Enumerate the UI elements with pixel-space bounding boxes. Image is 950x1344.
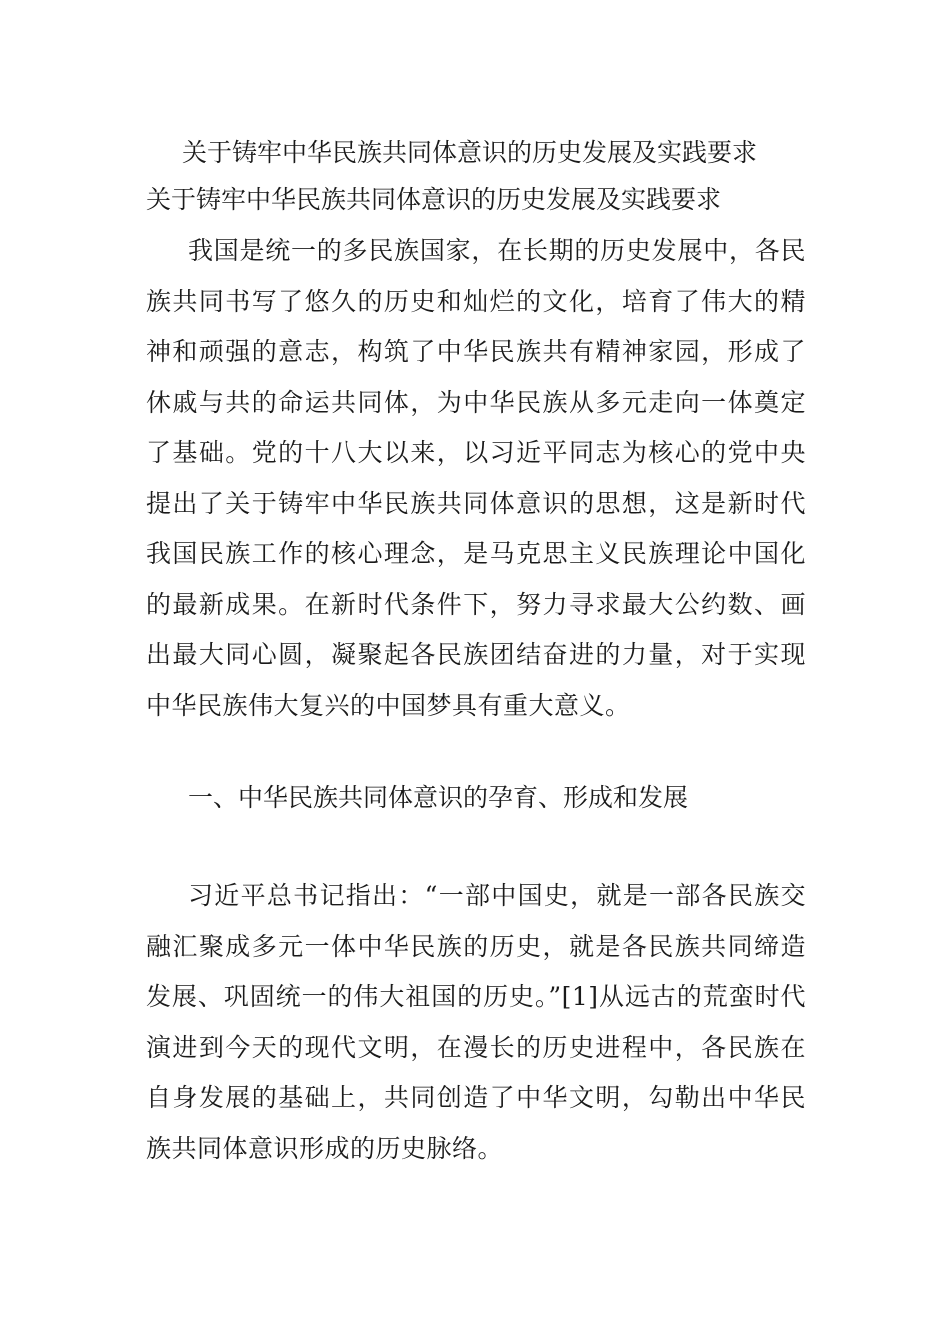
body-paragraph-history: 习近平总书记指出：“一部中国史，就是一部各民族交融汇聚成多元一体中华民族的历史，就是各民族共同缔造发展、巩固统一的伟大祖国的历史。”[1]从远古的荒蛮时代演进到今天的现代文明，在漫长的历史进程中，各民族在自身发展的基础上，共同创造了中华文明，勾勒出中华民族共同体意识形成的历史脉络。 (146, 881, 806, 1163)
document-title: 关于铸牢中华民族共同体意识的历史发展及实践要求 (182, 138, 758, 167)
section-heading: 一、中华民族共同体意识的孕育、形成和发展 (188, 783, 689, 812)
body-paragraph-intro: 我国是统一的多民族国家，在长期的历史发展中，各民族共同书写了悠久的历史和灿烂的文化，培育了伟大的精神和顽强的意志，构筑了中华民族共有精神家园，形成了休戚与共的命运共同体，为中华民族从多元走向一体奠定了基础。党的十八大以来，以习近平同志为核心的党中央提出了关于铸牢中华民族共同体意识的思想，这是新时代我国民族工作的核心理念，是马克思主义民族理论中国化的最新成果。在新时代条件下，努力寻求最大公约数、画出最大同心圆，凝聚起各民族团结奋进的力量，对于实现中华民族伟大复兴的中国梦具有重大意义。 (146, 236, 806, 720)
document-subtitle: 关于铸牢中华民族共同体意识的历史发展及实践要求 (146, 185, 722, 214)
